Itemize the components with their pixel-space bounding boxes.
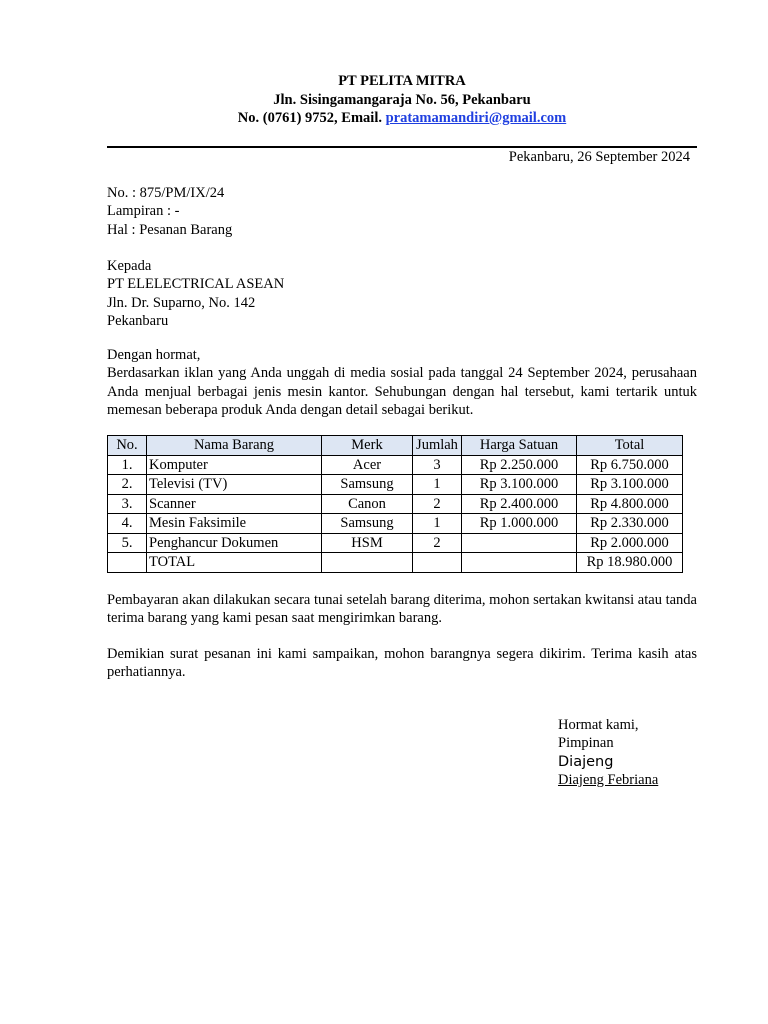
total-label: TOTAL bbox=[147, 553, 322, 573]
col-header-harga: Harga Satuan bbox=[462, 436, 577, 456]
company-address: Jln. Sisingamangaraja No. 56, Pekanbaru bbox=[273, 91, 531, 108]
cell-no: 1. bbox=[108, 455, 147, 475]
cell-no: 5. bbox=[108, 533, 147, 553]
cell-no: 3. bbox=[108, 494, 147, 514]
cell-jumlah: 2 bbox=[413, 533, 462, 553]
cell-total: Rp 4.800.000 bbox=[577, 494, 683, 514]
col-header-total: Total bbox=[577, 436, 683, 456]
signature-block bbox=[558, 716, 658, 789]
cell-harga bbox=[462, 533, 577, 553]
cell-no: 2. bbox=[108, 475, 147, 495]
cell-empty bbox=[108, 553, 147, 573]
greeting: Dengan hormat, bbox=[107, 347, 201, 363]
cell-empty bbox=[322, 553, 413, 573]
cell-harga: Rp 2.250.000 bbox=[462, 455, 577, 475]
table-total-row bbox=[108, 553, 683, 573]
cell-harga: Rp 3.100.000 bbox=[462, 475, 577, 495]
table-row bbox=[108, 455, 683, 475]
cell-merk: Acer bbox=[322, 455, 413, 475]
letter-subject: Hal : Pesanan Barang bbox=[107, 221, 233, 238]
letter-attachment: Lampiran : - bbox=[107, 203, 180, 220]
cell-jumlah: 3 bbox=[413, 455, 462, 475]
recipient-name: PT ELELECTRICAL ASEAN bbox=[107, 276, 285, 293]
cell-empty bbox=[413, 553, 462, 573]
cell-nama: Komputer bbox=[147, 455, 322, 475]
table-header-row bbox=[108, 436, 683, 456]
signature-salutation: Hormat kami, bbox=[558, 717, 639, 733]
cell-total: Rp 6.750.000 bbox=[577, 455, 683, 475]
cell-nama: Mesin Faksimile bbox=[147, 514, 322, 534]
cell-merk: Samsung bbox=[322, 514, 413, 534]
cell-empty bbox=[462, 553, 577, 573]
recipient-address: Jln. Dr. Suparno, No. 142 bbox=[107, 294, 256, 311]
table-row bbox=[108, 514, 683, 534]
intro-paragraph: Berdasarkan iklan yang Anda unggah di media sosial pada tanggal 24 September 2024, perusahaan Anda menjual berbagai jenis mesin kantor. Sehubungan dengan hal tersebut, kami tertarik untuk memesan beberapa produk Anda dengan detail sebagai berikut. bbox=[107, 365, 697, 418]
table-row bbox=[108, 533, 683, 553]
closing-paragraph: Demikian surat pesanan ini kami sampaikan, mohon barangnya segera dikirim. Terima kasih atas perhatiannya. bbox=[107, 646, 697, 681]
company-name: PT PELITA MITRA bbox=[338, 73, 466, 89]
cell-nama: Penghancur Dokumen bbox=[147, 533, 322, 553]
table-row bbox=[108, 475, 683, 495]
cell-total: Rp 3.100.000 bbox=[577, 475, 683, 495]
cell-harga: Rp 1.000.000 bbox=[462, 514, 577, 534]
cell-no: 4. bbox=[108, 514, 147, 534]
col-header-nama: Nama Barang bbox=[147, 436, 322, 456]
letterhead bbox=[107, 72, 697, 128]
cell-jumlah: 2 bbox=[413, 494, 462, 514]
cell-jumlah: 1 bbox=[413, 514, 462, 534]
company-contact bbox=[107, 109, 697, 128]
col-header-jumlah: Jumlah bbox=[413, 436, 462, 456]
table-row bbox=[108, 494, 683, 514]
col-header-merk: Merk bbox=[322, 436, 413, 456]
grand-total: Rp 18.980.000 bbox=[577, 553, 683, 573]
payment-paragraph: Pembayaran akan dilakukan secara tunai setelah barang diterima, mohon sertakan kwitansi atau tanda terima barang yang kami pesan saat mengirimkan barang. bbox=[107, 592, 697, 627]
cell-merk: HSM bbox=[322, 533, 413, 553]
cell-nama: Televisi (TV) bbox=[147, 475, 322, 495]
recipient-kepada: Kepada bbox=[107, 258, 152, 274]
cell-jumlah: 1 bbox=[413, 475, 462, 495]
cell-nama: Scanner bbox=[147, 494, 322, 514]
cell-total: Rp 2.330.000 bbox=[577, 514, 683, 534]
letter-number: No. : 875/PM/IX/24 bbox=[107, 185, 225, 201]
cell-harga: Rp 2.400.000 bbox=[462, 494, 577, 514]
recipient-city: Pekanbaru bbox=[107, 312, 169, 329]
signature-position: Pimpinan bbox=[558, 735, 614, 752]
email-link[interactable]: pratamamandiri@gmail.com bbox=[385, 110, 567, 126]
contact-prefix: No. (0761) 9752, Email. bbox=[237, 110, 386, 126]
letterhead-divider bbox=[107, 146, 697, 148]
letter-meta bbox=[107, 184, 697, 239]
cell-total: Rp 2.000.000 bbox=[577, 533, 683, 553]
cell-merk: Samsung bbox=[322, 475, 413, 495]
letter-date: Pekanbaru, 26 September 2024 bbox=[508, 149, 690, 165]
intro-block bbox=[107, 346, 697, 419]
order-table bbox=[107, 435, 683, 573]
col-header-no: No. bbox=[108, 436, 147, 456]
signature-mark: Diajeng bbox=[558, 753, 614, 770]
recipient-block bbox=[107, 257, 697, 330]
cell-merk: Canon bbox=[322, 494, 413, 514]
signer-name: Diajeng Febriana bbox=[558, 771, 659, 788]
